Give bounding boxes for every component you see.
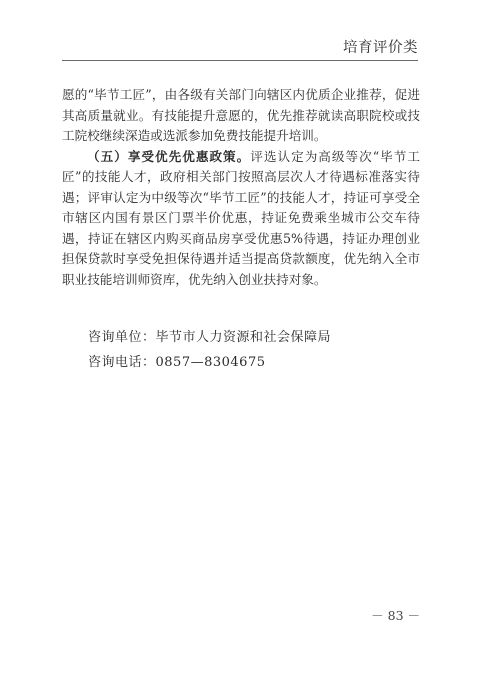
- section-heading: （五）享受优先优惠政策。: [87, 148, 251, 164]
- contact-unit: 咨询单位：毕节市人力资源和社会保障局: [88, 330, 332, 345]
- paragraph-preferential-policies: [62, 147, 420, 291]
- section-category-label: 培育评价类: [343, 40, 418, 56]
- paragraph-text: 评选认定为高级等次“毕节工匠”的技能人才，政府相关部门按照高层次人才待遇标准落实待遇；评审认定为中级等次“毕节工匠”的技能人才，持证可享受全市辖区内国有景区门票半价优惠，持证免费乘坐城市公交车待遇，持证在辖区内购买商品房享受优惠5%待遇，持证办理创业担保贷款时享受免担保待遇并适当提高贷款额度，优先纳入全市职业技能培训师资库，优先纳入创业扶持对象。: [62, 148, 420, 287]
- header-divider: [62, 60, 418, 61]
- contact-phone: 咨询电话：0857—8304675: [88, 355, 266, 370]
- page-number: － 83 －: [371, 608, 420, 623]
- paragraph-continuation: 愿的“毕节工匠”，由各级有关部门向辖区内优质企业推荐，促进其高质量就业。有技能提升意愿的，优先推荐就读高职院校或技工院校继续深造或选派参加免费技能提升培训。: [62, 87, 420, 143]
- document-body: [62, 85, 420, 290]
